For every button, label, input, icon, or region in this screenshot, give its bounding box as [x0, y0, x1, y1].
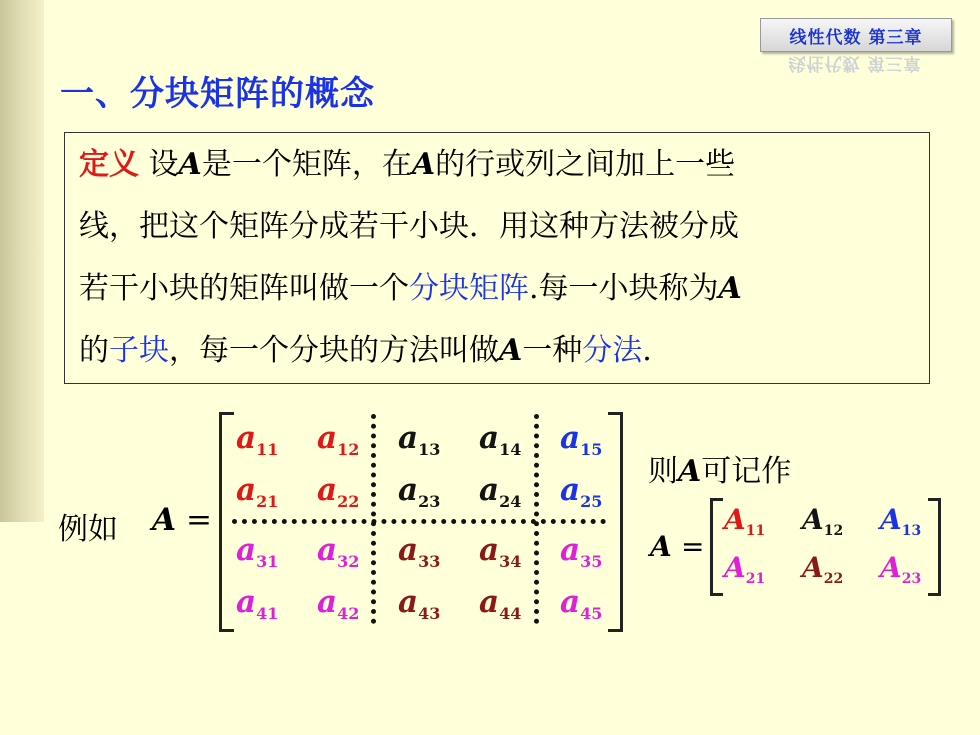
symbol-A: A: [718, 271, 742, 306]
matrix-entry: $a_{35}$: [560, 532, 603, 571]
matrix-entry: $a_{12}$: [317, 420, 360, 459]
definition-text: 一种: [522, 333, 583, 368]
definition-text: 的: [79, 333, 109, 368]
matrix-entry: $a_{22}$: [317, 472, 360, 511]
course-chapter-badge-reflection: 线性代数 第三章: [788, 53, 922, 74]
matrix-entry: $a_{41}$: [236, 584, 279, 623]
matrix-entry: $a_{43}$: [398, 584, 441, 623]
block-entry: $A_{11}$: [724, 503, 766, 539]
block-entry: $A_{21}$: [724, 551, 766, 587]
matrix-entry: $a_{24}$: [479, 472, 522, 511]
block-matrix-right-bracket: [928, 498, 941, 596]
matrix-entry: $a_{33}$: [398, 532, 441, 571]
matrix-entry: $a_{42}$: [317, 584, 360, 623]
definition-text: 设: [148, 147, 179, 182]
slide-title: 一、分块矩阵的概念: [60, 74, 375, 114]
definition-text: ，每一个分块的方法叫做: [169, 333, 499, 368]
block-entry: $A_{22}$: [802, 551, 844, 587]
definition-text: 的行或列之间加上一些: [435, 147, 736, 182]
matrix-entry: $a_{13}$: [398, 420, 441, 459]
definition-label: 定义: [79, 147, 139, 182]
left-decorative-bar: [0, 0, 44, 522]
term-partition: 分法: [582, 333, 643, 368]
definition-line-2: 线，把这个矩阵分成若干小块．用这种方法被分成: [79, 209, 739, 244]
definition-line-1: [79, 147, 735, 183]
symbol-A: A: [178, 147, 202, 182]
symbol-A: A: [411, 147, 436, 182]
term-block-matrix: 分块矩阵: [409, 271, 529, 306]
definition-text: 若干小块的矩阵叫做一个: [79, 271, 409, 306]
block-matrix-left-bracket: [710, 498, 723, 596]
matrix-entry: $a_{25}$: [560, 472, 603, 511]
course-chapter-badge: 线性代数 第三章: [760, 18, 952, 52]
block-equals-sign: =: [681, 530, 705, 563]
matrix-entry: $a_{32}$: [317, 532, 360, 571]
term-sub-block: 子块: [109, 333, 169, 368]
matrix-entry: $a_{34}$: [479, 532, 522, 571]
matrix-entry: $a_{31}$: [236, 532, 279, 571]
definition-text: .: [642, 333, 652, 368]
matrix-name: A: [152, 502, 177, 538]
block-matrix-name: A: [650, 530, 672, 563]
symbol-A: A: [499, 333, 523, 368]
definition-text: .每一小块称为: [529, 271, 719, 306]
matrix-entry: $a_{15}$: [560, 420, 603, 459]
block-entry: $A_{23}$: [880, 551, 922, 587]
matrix-entry: $a_{23}$: [398, 472, 441, 511]
block-entry: $A_{13}$: [880, 503, 922, 539]
equals-sign: =: [186, 502, 212, 538]
definition-text: 是一个矩阵，在: [201, 147, 412, 182]
matrix-entry: $a_{21}$: [236, 472, 279, 511]
matrix-entry: $a_{45}$: [560, 584, 603, 623]
definition-line-3: [79, 271, 742, 307]
definition-box: [64, 132, 930, 384]
block-form-caption: 则A可记作: [648, 454, 792, 489]
block-entry: $A_{12}$: [802, 503, 844, 539]
matrix-right-bracket: [608, 412, 623, 632]
matrix-entry: $a_{44}$: [479, 584, 522, 623]
matrix-entry: $a_{11}$: [236, 420, 279, 459]
definition-line-4: [79, 333, 652, 369]
matrix-entry: $a_{14}$: [479, 420, 522, 459]
example-label: 例如: [58, 512, 118, 547]
